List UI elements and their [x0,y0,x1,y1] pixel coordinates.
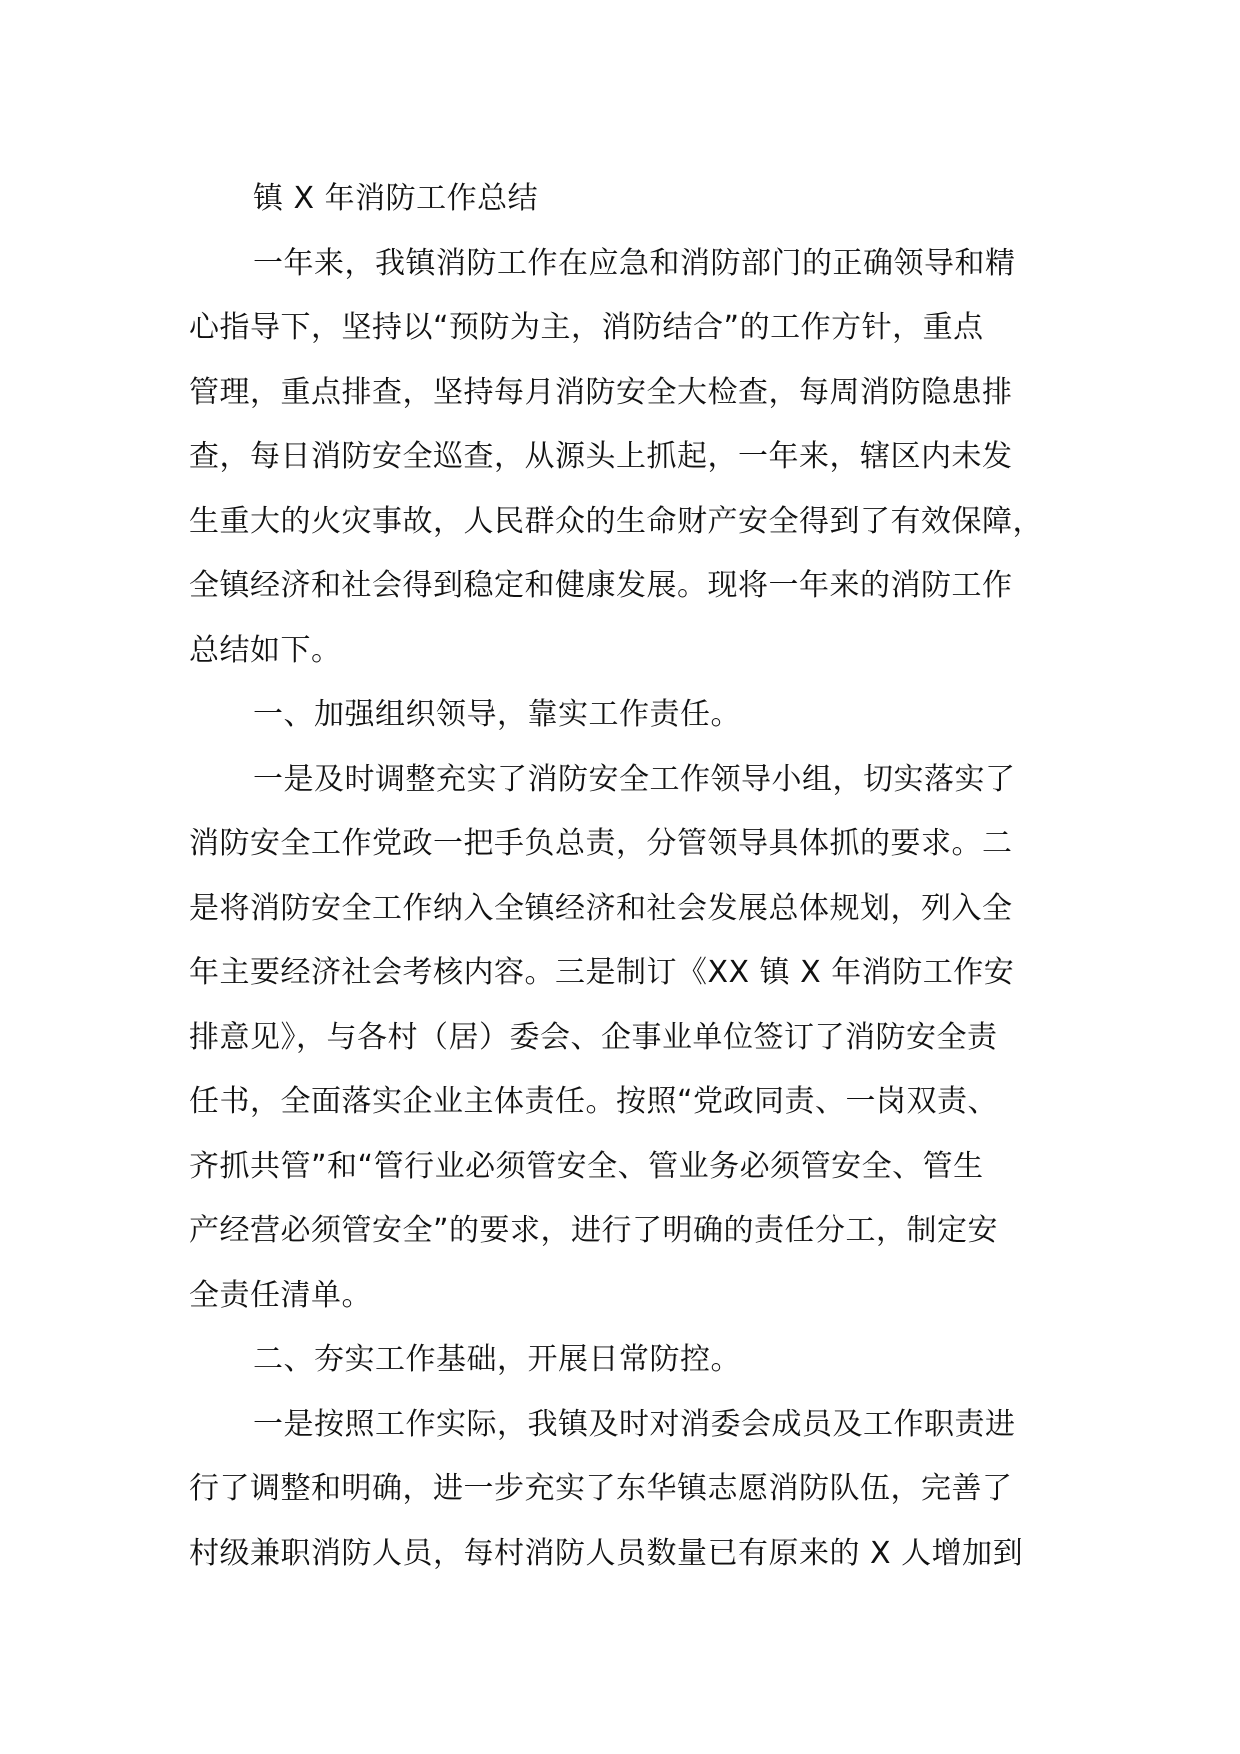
section-heading-1: 一、加强组织领导，靠实工作责任。 [253,697,741,732]
section-heading-2: 二、夯实工作基础，开展日常防控。 [253,1342,741,1377]
paragraph-line: 是将消防安全工作纳入全镇经济和社会发展总体规划，列入全 [189,890,1013,926]
paragraph-line: 排意见》，与各村（居）委会、企事业单位签订了消防安全责 [189,1019,998,1055]
paragraph-line: 产经营必须管安全”的要求，进行了明确的责任分工，制定安 [189,1213,999,1248]
paragraph-line: 齐抓共管”和“管行业必须管安全、管业务必须管安全、管生 [189,1148,984,1184]
paragraph-line: 行了调整和明确，进一步充实了东华镇志愿消防队伍，完善了 [189,1471,1013,1506]
paragraph-line: 村级兼职消防人员，每村消防人员数量已有原来的 X 人增加到 [189,1535,1024,1571]
paragraph-line: 全责任清单。 [189,1277,372,1313]
paragraph-line: 查，每日消防安全巡查，从源头上抓起，一年来，辖区内未发 [189,439,1013,474]
paragraph-line: 全镇经济和社会得到稳定和健康发展。现将一年来的消防工作 [189,568,1013,603]
document-title: 镇 X 年消防工作总结 [253,181,539,216]
paragraph-line: 一是及时调整充实了消防安全工作领导小组，切实落实了 [253,761,1016,797]
document-body [189,167,1089,1586]
paragraph-line: 一年来，我镇消防工作在应急和消防部门的正确领导和精 [253,245,1016,281]
paragraph-line: 消防安全工作党政一把手负总责，分管领导具体抓的要求。二 [189,826,1013,861]
paragraph-line: 心指导下，坚持以“预防为主，消防结合”的工作方针，重点 [189,310,984,345]
paragraph-line: 任书，全面落实企业主体责任。按照“党政同责、一岗双责、 [189,1084,999,1119]
paragraph-line: 管理，重点排查，坚持每月消防安全大检查，每周消防隐患排 [189,374,1013,410]
paragraph-line: 生重大的火灾事故，人民群众的生命财产安全得到了有效保障， [189,503,1043,539]
paragraph-line: 总结如下。 [189,632,342,668]
paragraph-line: 年主要经济社会考核内容。三是制订《XX 镇 X 年消防工作安 [189,955,1015,990]
paragraph-line: 一是按照工作实际，我镇及时对消委会成员及工作职责进 [253,1406,1016,1442]
